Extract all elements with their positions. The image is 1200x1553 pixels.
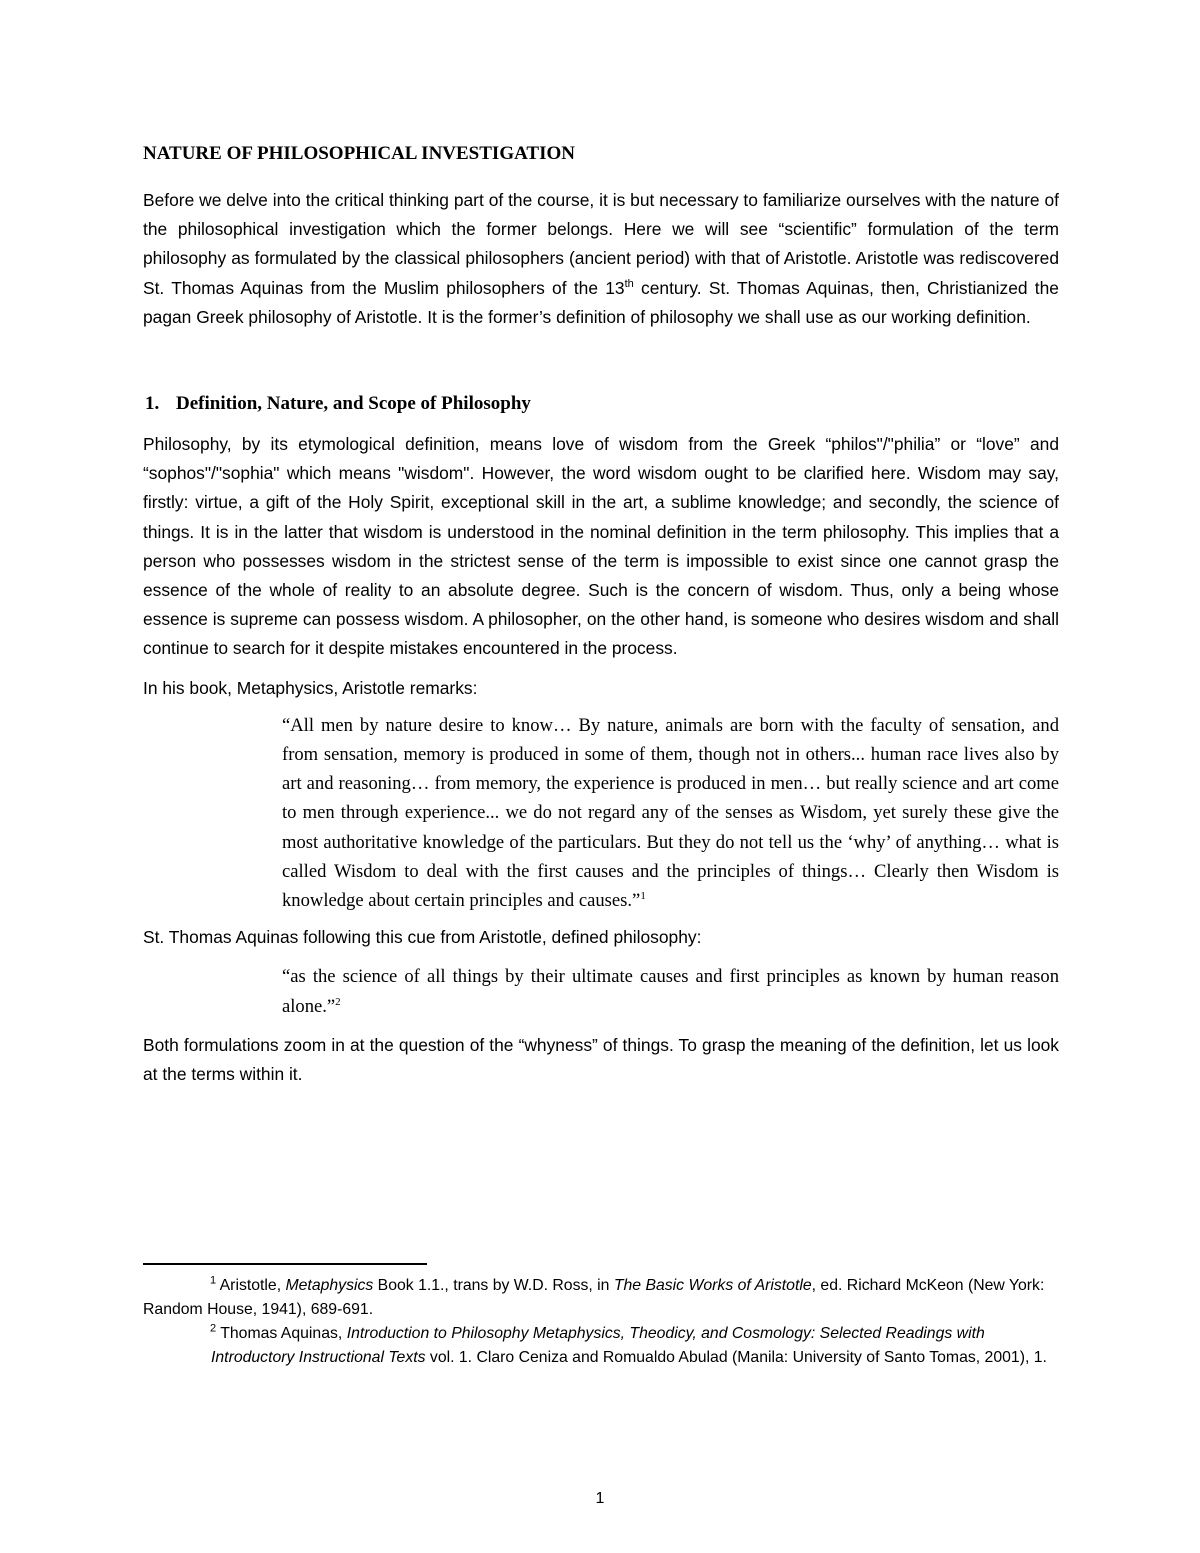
intro-text-part2: century. St. Thomas Aquinas, then, Christianized the pagan Greek philosophy of Aristotle. It is the former’s definition of philosophy we shall use as our working definition. — [143, 277, 1059, 327]
intro-text-part1: Before we delve into the critical thinking part of the course, it is but necessary to familiarize ourselves with the nature of the philosophical investigation which the former belongs. Here we will see “scientific” formulation of the term philosophy as formulated by the classical philosophers (ancient period) with that of Aristotle. Aristotle was rediscovered St. Thomas Aquinas from the Muslim philosophers of the 13 — [143, 190, 1059, 298]
footnote-1-number: 1 — [210, 1274, 217, 1287]
footnote-1-title-italic: Metaphysics — [285, 1277, 374, 1294]
definition-paragraph: Philosophy, by its etymological definition, means love of wisdom from the Greek “philos"/"philia” or “love” and “sophos"/"sophia" which means "wisdom". However, the word wisdom ought to be clarified here. Wisdom may say, firstly: virtue, a gift of the Holy Spirit, exceptional skill in the art, a sublime knowledge; and secondly, the science of things. It is in the latter that wisdom is understood in the nominal definition in the term philosophy. This implies that a person who possesses wisdom in the strictest sense of the term is impossible to exist since one cannot grasp the essence of the whole of reality to an absolute degree. Such is the concern of wisdom. Thus, only a being whose essence is supreme can possess wisdom. A philosopher, on the other hand, is someone who desires wisdom and shall continue to search for it despite mistakes encountered in the process. — [143, 434, 1059, 659]
aristotle-block-quote — [282, 711, 1059, 915]
section-heading-text: Definition, Nature, and Scope of Philosophy — [176, 393, 531, 415]
closing-paragraph: Both formulations zoom in at the question of the “whyness” of things. To grasp the meaning of the definition, let us look at the terms within it. — [143, 1034, 1059, 1085]
footnote-1-book-italic: The Basic Works of Aristotle — [613, 1277, 812, 1294]
page-number: 1 — [595, 1490, 605, 1507]
footnote-1-text-e: , ed. Richard McKeon (New York: Random House, 1941), 689-691. — [143, 1277, 1045, 1318]
footnotes — [143, 1274, 1059, 1370]
aquinas-quote-text: “as the science of all things by their ultimate causes and first principles as known by human reason alone.” — [282, 966, 1059, 1017]
footnote-ref-1[interactable]: 1 — [640, 889, 646, 902]
footnote-ref-2[interactable]: 2 — [335, 995, 341, 1008]
footnote-1 — [143, 1274, 1059, 1322]
footnote-1-text-a: Aristotle, — [216, 1277, 286, 1294]
page-body — [143, 140, 1059, 1089]
footnote-2-text-d: vol. 1. Claro Ceniza and Romualdo Abulad (Manila: University of Santo Tomas, 2001), 1. — [425, 1349, 1047, 1366]
footnote-2-continued — [143, 1346, 1059, 1370]
footnote-separator — [143, 1263, 427, 1265]
footnote-2 — [143, 1322, 1059, 1346]
section-number: 1. — [145, 393, 160, 415]
aquinas-intro-paragraph: St. Thomas Aquinas following this cue from Aristotle, defined philosophy: — [143, 927, 702, 948]
footnote-2-title-italic: Introduction to Philosophy Metaphysics, Theodicy, and Cosmology: Selected Readings with — [346, 1325, 985, 1342]
footnote-2-text-a: Thomas Aquinas, — [216, 1325, 347, 1342]
document-title: NATURE OF PHILOSOPHICAL INVESTIGATION — [143, 143, 575, 164]
footnote-1-text-c: Book 1.1., trans by W.D. Ross, in — [373, 1277, 614, 1294]
ordinal-superscript: th — [624, 277, 634, 290]
aquinas-block-quote — [282, 962, 1059, 1020]
footnote-2-number: 2 — [210, 1322, 217, 1335]
footnote-2-subtitle-italic: Introductory Instructional Texts — [211, 1349, 426, 1366]
aristotle-quote-text: “All men by nature desire to know… By nature, animals are born with the faculty of sensation, and from sensation, memory is produced in some of them, though not in others... human race lives also by art and reasoning… from memory, the experience is produced in men… but really science and art come to men through experience... we do not regard any of the senses as Wisdom, yet surely these give the most authoritative knowledge of the particulars. But they do not tell us the ‘why’ of anything… what is called Wisdom to deal with the first causes and the principles of things… Clearly then Wisdom is knowledge about certain principles and causes.” — [282, 714, 1059, 912]
intro-paragraph — [143, 186, 1059, 332]
aristotle-intro-paragraph: In his book, Metaphysics, Aristotle remarks: — [143, 677, 478, 698]
section-heading — [145, 390, 1059, 418]
